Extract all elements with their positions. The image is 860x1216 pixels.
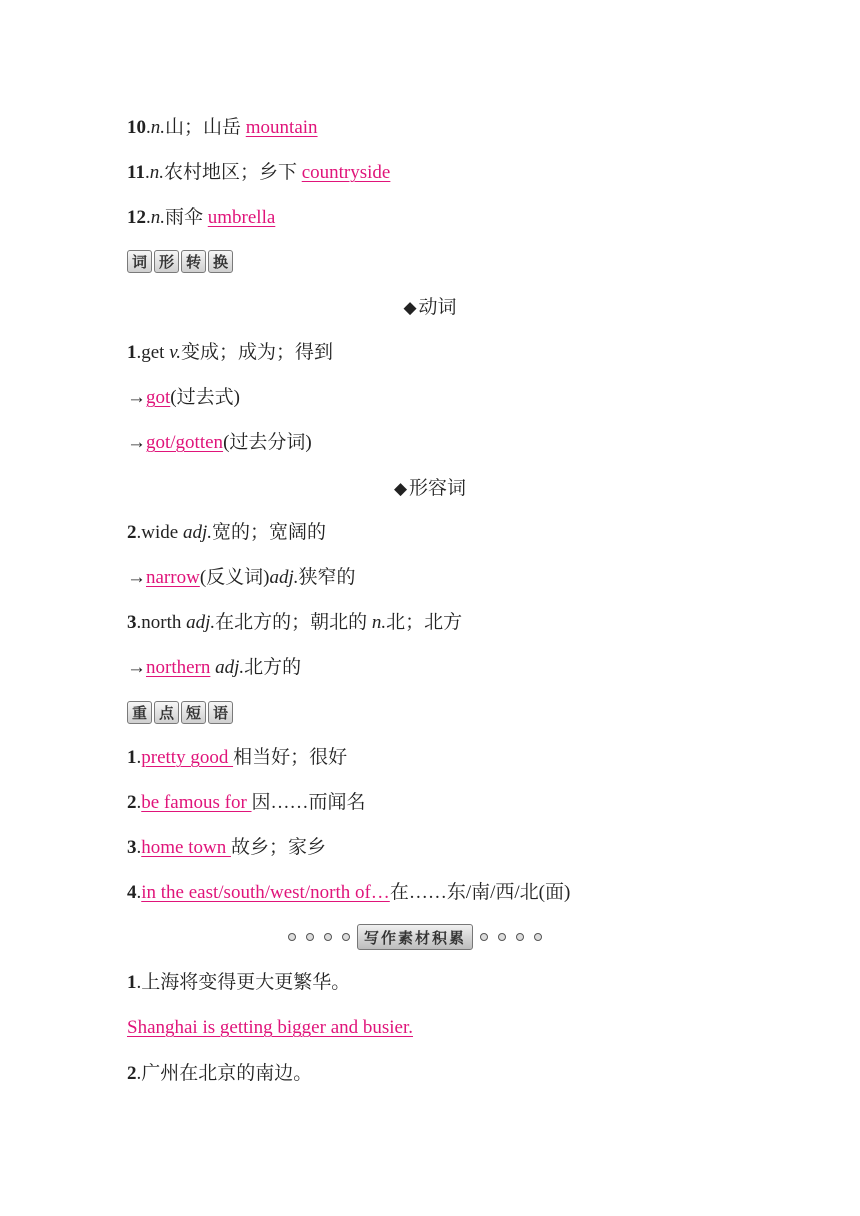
part-of-speech: n. <box>150 207 165 228</box>
answer-text: Shanghai is getting bigger and busier. <box>127 1017 414 1038</box>
dot-icon <box>516 933 524 941</box>
meaning: 山；山岳 <box>165 117 242 138</box>
prompt-text: 广州在北京的南边。 <box>141 1063 313 1084</box>
vocab-item-12: 12.n.雨伞 umbrella <box>127 207 276 228</box>
badge-char: 词 <box>127 250 152 273</box>
headword: get <box>141 342 165 363</box>
meaning: 狭窄的 <box>298 567 356 588</box>
headword: north <box>141 612 182 633</box>
arrow-icon: → <box>127 432 146 453</box>
meaning: 故乡；家乡 <box>230 837 326 858</box>
answer-text: narrow <box>146 567 200 588</box>
note: (过去式) <box>170 387 240 408</box>
phrase-item-4: 4.in the east/south/west/north of…在……东/南/西/北(面) <box>127 882 571 903</box>
answer-text: mountain <box>245 117 318 138</box>
answer-text: umbrella <box>207 207 276 228</box>
verb-heading <box>0 295 860 320</box>
part-of-speech: v. <box>169 342 181 363</box>
phrase-item-1: 1.pretty good 相当好；很好 <box>127 747 348 768</box>
dot-icon <box>342 933 350 941</box>
arrow-icon: → <box>127 387 146 408</box>
answer-text: northern <box>146 657 211 678</box>
writing-banner <box>283 924 577 950</box>
arrow-icon: → <box>127 567 146 588</box>
heading-text: 动词 <box>418 296 457 318</box>
part-of-speech: adj. <box>186 612 216 633</box>
item-number: 1 <box>127 342 137 363</box>
badge-char: 重 <box>127 701 152 724</box>
writing-answer-1 <box>127 1016 413 1040</box>
word-form-derived <box>127 656 301 680</box>
meaning: 变成；成为；得到 <box>181 342 334 363</box>
arrow-icon: → <box>127 657 146 678</box>
dot-icon <box>480 933 488 941</box>
meaning: 雨伞 <box>165 207 204 228</box>
badge-char: 转 <box>181 250 206 273</box>
part-of-speech: adj. <box>215 657 245 678</box>
meaning: 在……东/南/西/北(面) <box>389 882 571 903</box>
part-of-speech: adj. <box>182 522 212 543</box>
meaning: 北方的 <box>244 657 302 678</box>
part-of-speech: n. <box>150 117 165 138</box>
headword: wide <box>141 522 179 543</box>
item-number: 10 <box>127 117 146 138</box>
phrases-badge <box>127 701 233 724</box>
item-number: 2 <box>127 1063 137 1084</box>
word-form-past-participle <box>127 431 312 455</box>
word-form-antonym <box>127 566 356 590</box>
dot-icon <box>534 933 542 941</box>
answer-text: got/gotten <box>146 432 224 453</box>
note: (反义词) <box>199 567 270 588</box>
vocab-item-11: 11.n.农村地区；乡下 countryside <box>127 162 391 183</box>
word-form-item-1: 1.get v.变成；成为；得到 <box>127 342 334 363</box>
item-number: 1 <box>127 972 137 993</box>
vocab-item-10: 10.n.山；山岳 mountain <box>127 117 318 138</box>
badge-char: 语 <box>208 701 233 724</box>
dot-icon <box>306 933 314 941</box>
part-of-speech: n. <box>371 612 387 633</box>
note: (过去分词) <box>223 432 312 453</box>
meaning: 宽的；宽阔的 <box>211 522 326 543</box>
word-forms-badge <box>127 250 233 273</box>
writing-item-2: 2.广州在北京的南边。 <box>127 1063 313 1084</box>
dot-icon <box>288 933 296 941</box>
item-number: 12 <box>127 207 146 228</box>
answer-text: in the east/south/west/north of… <box>141 882 390 903</box>
answer-text: home town <box>141 837 231 858</box>
meaning: 农村地区；乡下 <box>163 162 297 183</box>
meaning: 在北方的；朝北的 <box>215 612 368 633</box>
phrase-item-2: 2.be famous for 因……而闻名 <box>127 792 366 813</box>
diamond-icon: ◆ <box>403 298 417 318</box>
meaning: 北；北方 <box>386 612 463 633</box>
prompt-text: 上海将变得更大更繁华。 <box>141 972 351 993</box>
dot-icon <box>498 933 506 941</box>
item-number: 1 <box>127 747 137 768</box>
meaning: 相当好；很好 <box>233 747 348 768</box>
item-number: 4 <box>127 882 137 903</box>
part-of-speech: adj. <box>269 567 299 588</box>
badge-char: 点 <box>154 701 179 724</box>
part-of-speech: n. <box>149 162 164 183</box>
badge-char: 形 <box>154 250 179 273</box>
dot-icon <box>324 933 332 941</box>
item-number: 3 <box>127 837 137 858</box>
heading-text: 形容词 <box>409 477 467 499</box>
phrase-item-3: 3.home town 故乡；家乡 <box>127 837 326 858</box>
writing-item-1: 1.上海将变得更大更繁华。 <box>127 972 351 993</box>
answer-text: countryside <box>301 162 391 183</box>
badge-char: 换 <box>208 250 233 273</box>
word-form-item-2: 2.wide adj.宽的；宽阔的 <box>127 522 326 543</box>
word-form-past <box>127 386 240 410</box>
answer-text: got <box>146 387 171 408</box>
badge-char: 短 <box>181 701 206 724</box>
diamond-icon: ◆ <box>393 479 408 499</box>
answer-text: be famous for <box>141 792 252 813</box>
word-form-item-3: 3.north adj.在北方的；朝北的 n.北；北方 <box>127 612 463 633</box>
item-number: 11 <box>127 162 145 183</box>
meaning: 因……而闻名 <box>251 792 366 813</box>
item-number: 2 <box>127 792 137 813</box>
adjective-heading <box>0 476 860 501</box>
item-number: 2 <box>127 522 137 543</box>
item-number: 3 <box>127 612 137 633</box>
banner-title: 写作素材积累 <box>357 924 473 950</box>
answer-text: pretty good <box>141 747 234 768</box>
